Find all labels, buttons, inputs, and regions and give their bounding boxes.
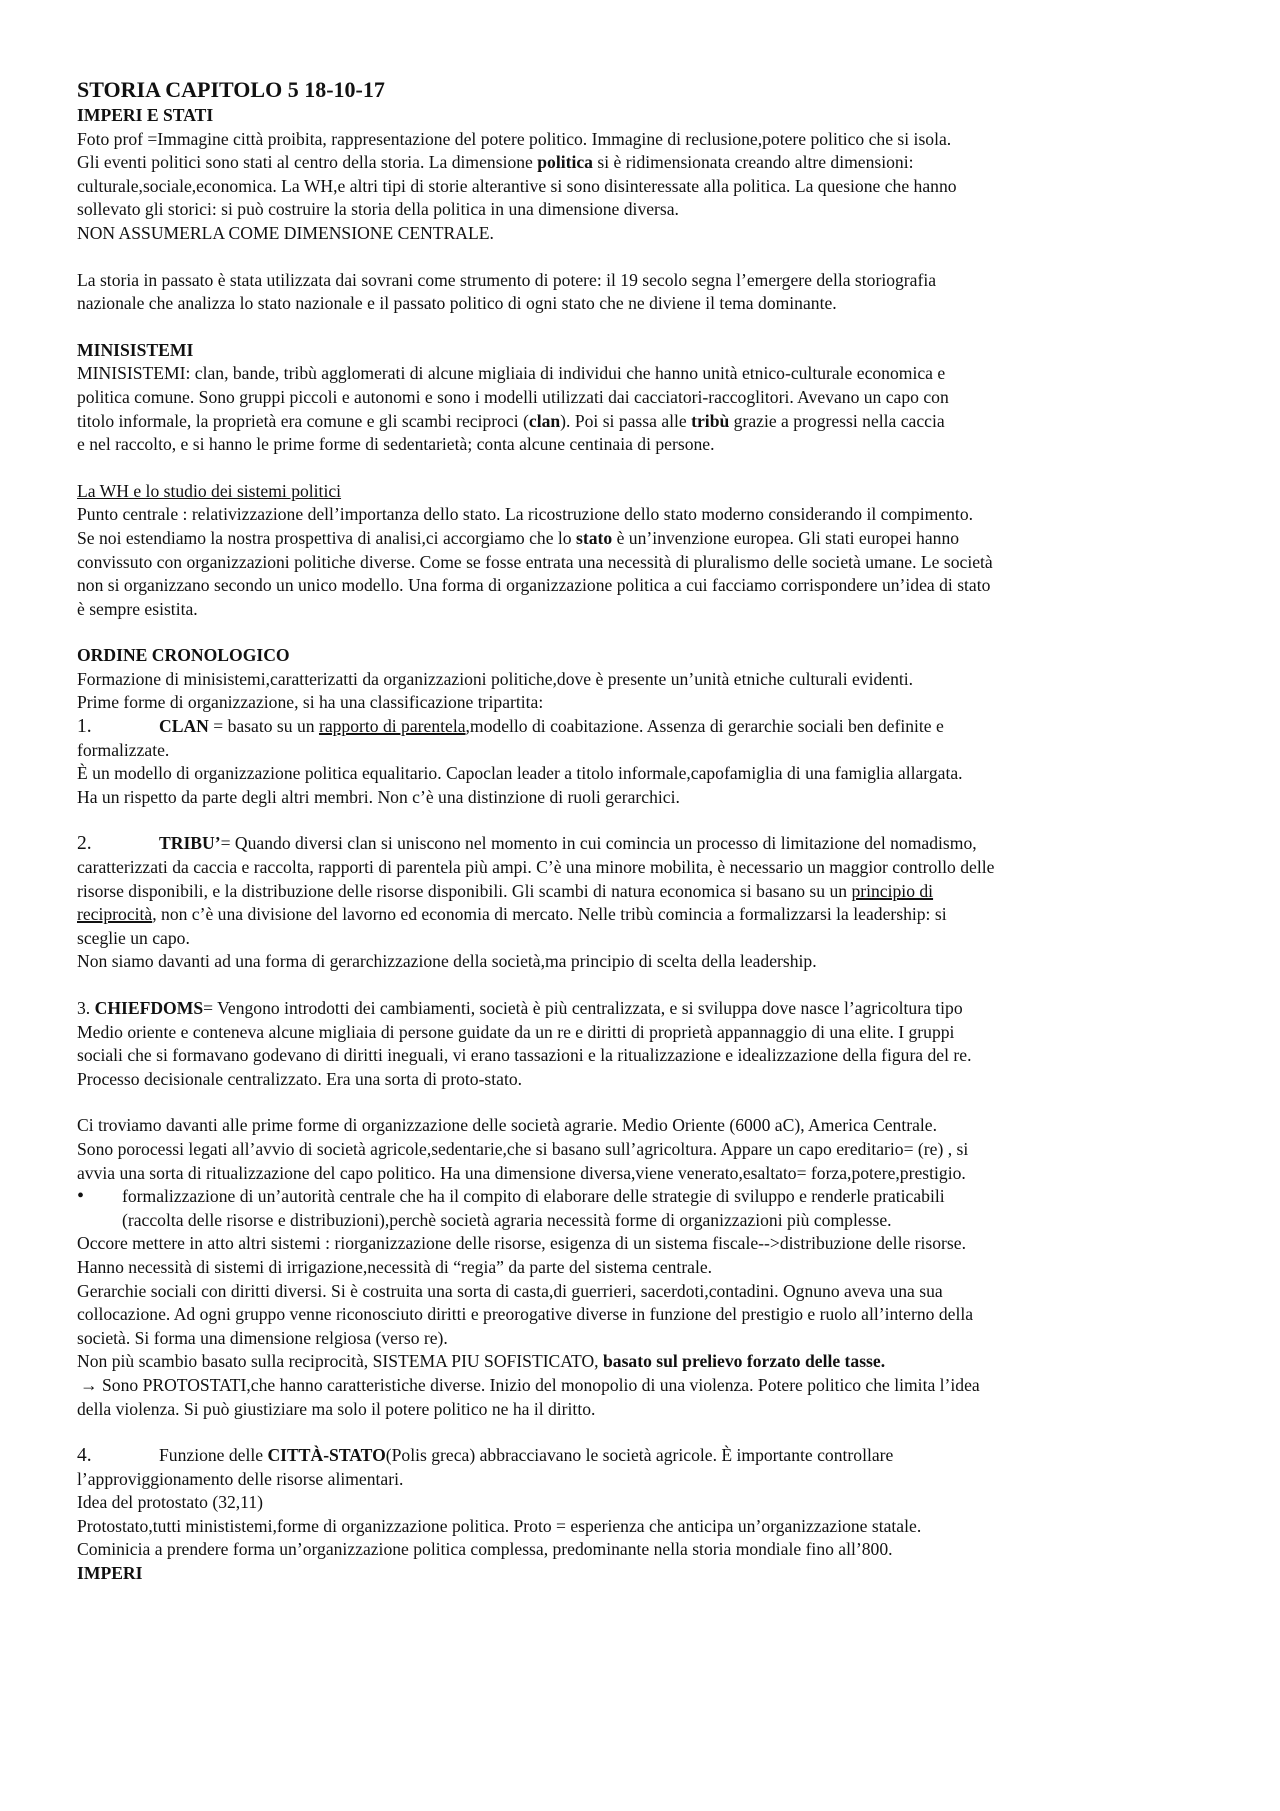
text-line: Non più scambio basato sulla reciprocità, SISTEMA PIU SOFISTICATO, basato sul prelievo forzato delle tasse. — [77, 1351, 886, 1372]
text-line: avvia una sorta di ritualizzazione del capo politico. Ha una dimensione diversa,viene venerato,esaltato= forza,potere,prestigio. — [77, 1162, 966, 1183]
text-line: nazionale che analizza lo stato nazionale e il passato politico di ogni stato che ne diviene il tema dominante. — [77, 293, 837, 314]
text-line: caratterizzati da caccia e raccolta, rapporti di parentela più ampi. C’è una minore mobilita, è necessario un maggior controllo delle — [77, 857, 995, 878]
section-heading-imperi: IMPERI — [77, 1563, 143, 1584]
text-line: È un modello di organizzazione politica equalitario. Capoclan leader a titolo informale,capofamiglia di una famiglia allargata. — [77, 763, 963, 784]
text-line: Ci troviamo davanti alle prime forme di organizzazione delle società agrarie. Medio Oriente (6000 aC), America Centrale. — [77, 1115, 937, 1136]
text-line: della violenza. Si può giustiziare ma solo il potere politico ne ha il diritto. — [77, 1398, 596, 1419]
bullet-item — [77, 1185, 1212, 1232]
text-line: Gli eventi politici sono stati al centro della storia. La dimensione politica si è ridimensionata creando altre dimensioni: — [77, 152, 914, 173]
text-line: MINISISTEMI: clan, bande, tribù agglomerati di alcune migliaia di individui che hanno unità etnico-culturale economica e — [77, 363, 946, 384]
text-line: Se noi estendiamo la nostra prospettiva di analisi,ci accorgiamo che lo stato è un’invenzione europea. Gli stati europei hanno — [77, 527, 960, 548]
text-line: Protostato,tutti minististemi,forme di organizzazione politica. Proto = esperienza che anticipa un’organizzazione statale. — [77, 1515, 922, 1536]
text-line: e nel raccolto, e si hanno le prime forme di sedentarietà; conta alcune centinaia di persone. — [77, 434, 715, 455]
text-line: Formazione di minisistemi,caratterizatti da organizzazioni politiche,dove è presente un’unità etniche culturali evidenti. — [77, 668, 914, 689]
text-line: Ha un rispetto da parte degli altri membri. Non c’è una distinzione di ruoli gerarchici. — [77, 786, 680, 807]
text-line: risorse disponibili, e la distribuzione delle risorse disponibili. Gli scambi di natura economica si basano su un principio di — [77, 880, 934, 901]
text-line: Cominicia a prendere forma un’organizzazione politica complessa, predominante nella storia mondiale fino all’800. — [77, 1539, 893, 1560]
text-line: culturale,sociale,economica. La WH,e altri tipi di storie alterantive si sono disinteressate alla politica. La quesione che hanno — [77, 175, 957, 196]
bullet-dot: • — [77, 1185, 85, 1208]
text-line: titolo informale, la proprietà era comune e gli scambi reciproci (clan). Poi si passa alle tribù grazie a progressi nella caccia — [77, 410, 945, 431]
section-heading-minisistemi: MINISISTEMI — [77, 339, 194, 360]
page-title: STORIA CAPITOLO 5 18-10-17 — [77, 77, 385, 102]
list-item-citta-stato: 4. Funzione delle CITTÀ-STATO(Polis greca) abbracciavano le società agricole. È importante controllare — [77, 1445, 894, 1467]
text-line: (raccolta delle risorse e distribuzioni),perchè società agraria necessità forme di organizzazioni più complesse. — [122, 1209, 892, 1230]
section-heading-imperi-e-stati: IMPERI E STATI — [77, 105, 214, 125]
text-line: formalizzate. — [77, 739, 170, 760]
text-line: Processo decisionale centralizzato. Era una sorta di proto-stato. — [77, 1068, 523, 1089]
text-line: formalizzazione di un’autorità centrale che ha il compito di elaborare delle strategie di sviluppo e renderle praticabili — [122, 1186, 945, 1207]
text-line: NON ASSUMERLA COME DIMENSIONE CENTRALE. — [77, 222, 494, 243]
text-line: Non siamo davanti ad una forma di gerarchizzazione della società,ma principio di scelta della leadership. — [77, 951, 817, 972]
text-line: è sempre esistita. — [77, 598, 198, 619]
text-line: Prime forme di organizzazione, si ha una classificazione tripartita: — [77, 692, 544, 713]
text-line: Medio oriente e conteneva alcune migliaia di persone guidate da un re e diritti di proprietà appannaggio di una elite. I gruppi — [77, 1021, 955, 1042]
text-line: società. Si forma una dimensione relgiosa (verso re). — [77, 1327, 448, 1348]
list-item-clan: 1. CLAN = basato su un rapporto di parentela,modello di coabitazione. Assenza di gerarchie sociali ben definite e — [77, 716, 944, 738]
list-item-chiefdoms: 3. CHIEFDOMS= Vengono introdotti dei cambiamenti, società è più centralizzata, e si sviluppa dove nasce l’agricoltura tipo — [77, 998, 963, 1018]
text-line: convissuto con organizzazioni politiche diverse. Come se fosse entrata una necessità di pluralismo delle società umane. Le società — [77, 551, 993, 572]
text-line: Punto centrale : relativizzazione dell’importanza dello stato. La ricostruzione dello stato moderno considerando il compimento. — [77, 504, 974, 525]
list-item-tribu: 2. TRIBU’= Quando diversi clan si uniscono nel momento in cui comincia un processo di limitazione del nomadismo, — [77, 833, 977, 855]
text-line: collocazione. Ad ogni gruppo venne riconosciuto diritti e preorogative diverse in funzione del prestigio e ruolo all’interno della — [77, 1304, 974, 1325]
text-line: Occore mettere in atto altri sistemi : riorganizzazione delle risorse, esigenza di un sistema fiscale-->distribuzione delle risorse. — [77, 1233, 966, 1254]
text-line: → Sono PROTOSTATI,che hanno caratteristiche diverse. Inizio del monopolio di una violenza. Potere politico che limita l’idea — [80, 1374, 980, 1395]
section-heading-wh-sistemi-politici: La WH e lo studio dei sistemi politici — [77, 480, 342, 501]
text-line: non si organizzano secondo un unico modello. Una forma di organizzazione politica a cui facciamo corrispondere un’idea di stato — [77, 575, 991, 596]
text-line: sociali che si formavano godevano di diritti ineguali, vi erano tassazioni e la ritualizzazione e idealizzazione della figura del re. — [77, 1045, 972, 1066]
text-line: sollevato gli storici: si può costruire la storia della politica in una dimensione diversa. — [77, 199, 679, 220]
text-line: politica comune. Sono gruppi piccoli e autonomi e sono i modelli utilizzati dai cacciatori-raccoglitori. Avevano un capo con — [77, 386, 949, 407]
text-line: Gerarchie sociali con diritti diversi. Si è costruita una sorta di casta,di guerrieri, sacerdoti,contadini. Ognuno aveva una sua — [77, 1280, 943, 1301]
text-line: Idea del protostato (32,11) — [77, 1492, 263, 1513]
section-heading-ordine-cronologico: ORDINE CRONOLOGICO — [77, 645, 290, 666]
text-line: Sono porocessi legati all’avvio di società agricole,sedentarie,che si basano sull’agricoltura. Appare un capo ereditario= (re) , si — [77, 1138, 969, 1159]
text-line: l’approviggionamento delle risorse alimentari. — [77, 1468, 404, 1489]
text-line: Hanno necessità di sistemi di irrigazione,necessità di “regia” da parte del sistema centrale. — [77, 1256, 713, 1277]
text-line: La storia in passato è stata utilizzata dai sovrani come strumento di potere: il 19 secolo segna l’emergere della storiografia — [77, 269, 937, 290]
text-line: Foto prof =Immagine città proibita, rappresentazione del potere politico. Immagine di reclusione,potere politico che si isola. — [77, 128, 952, 149]
document-page — [77, 76, 1212, 1586]
text-line: reciprocità, non c’è una divisione del lavorno ed economia di mercato. Nelle tribù comincia a formalizzarsi la leadership: si — [77, 904, 947, 925]
text-line: sceglie un capo. — [77, 927, 190, 948]
